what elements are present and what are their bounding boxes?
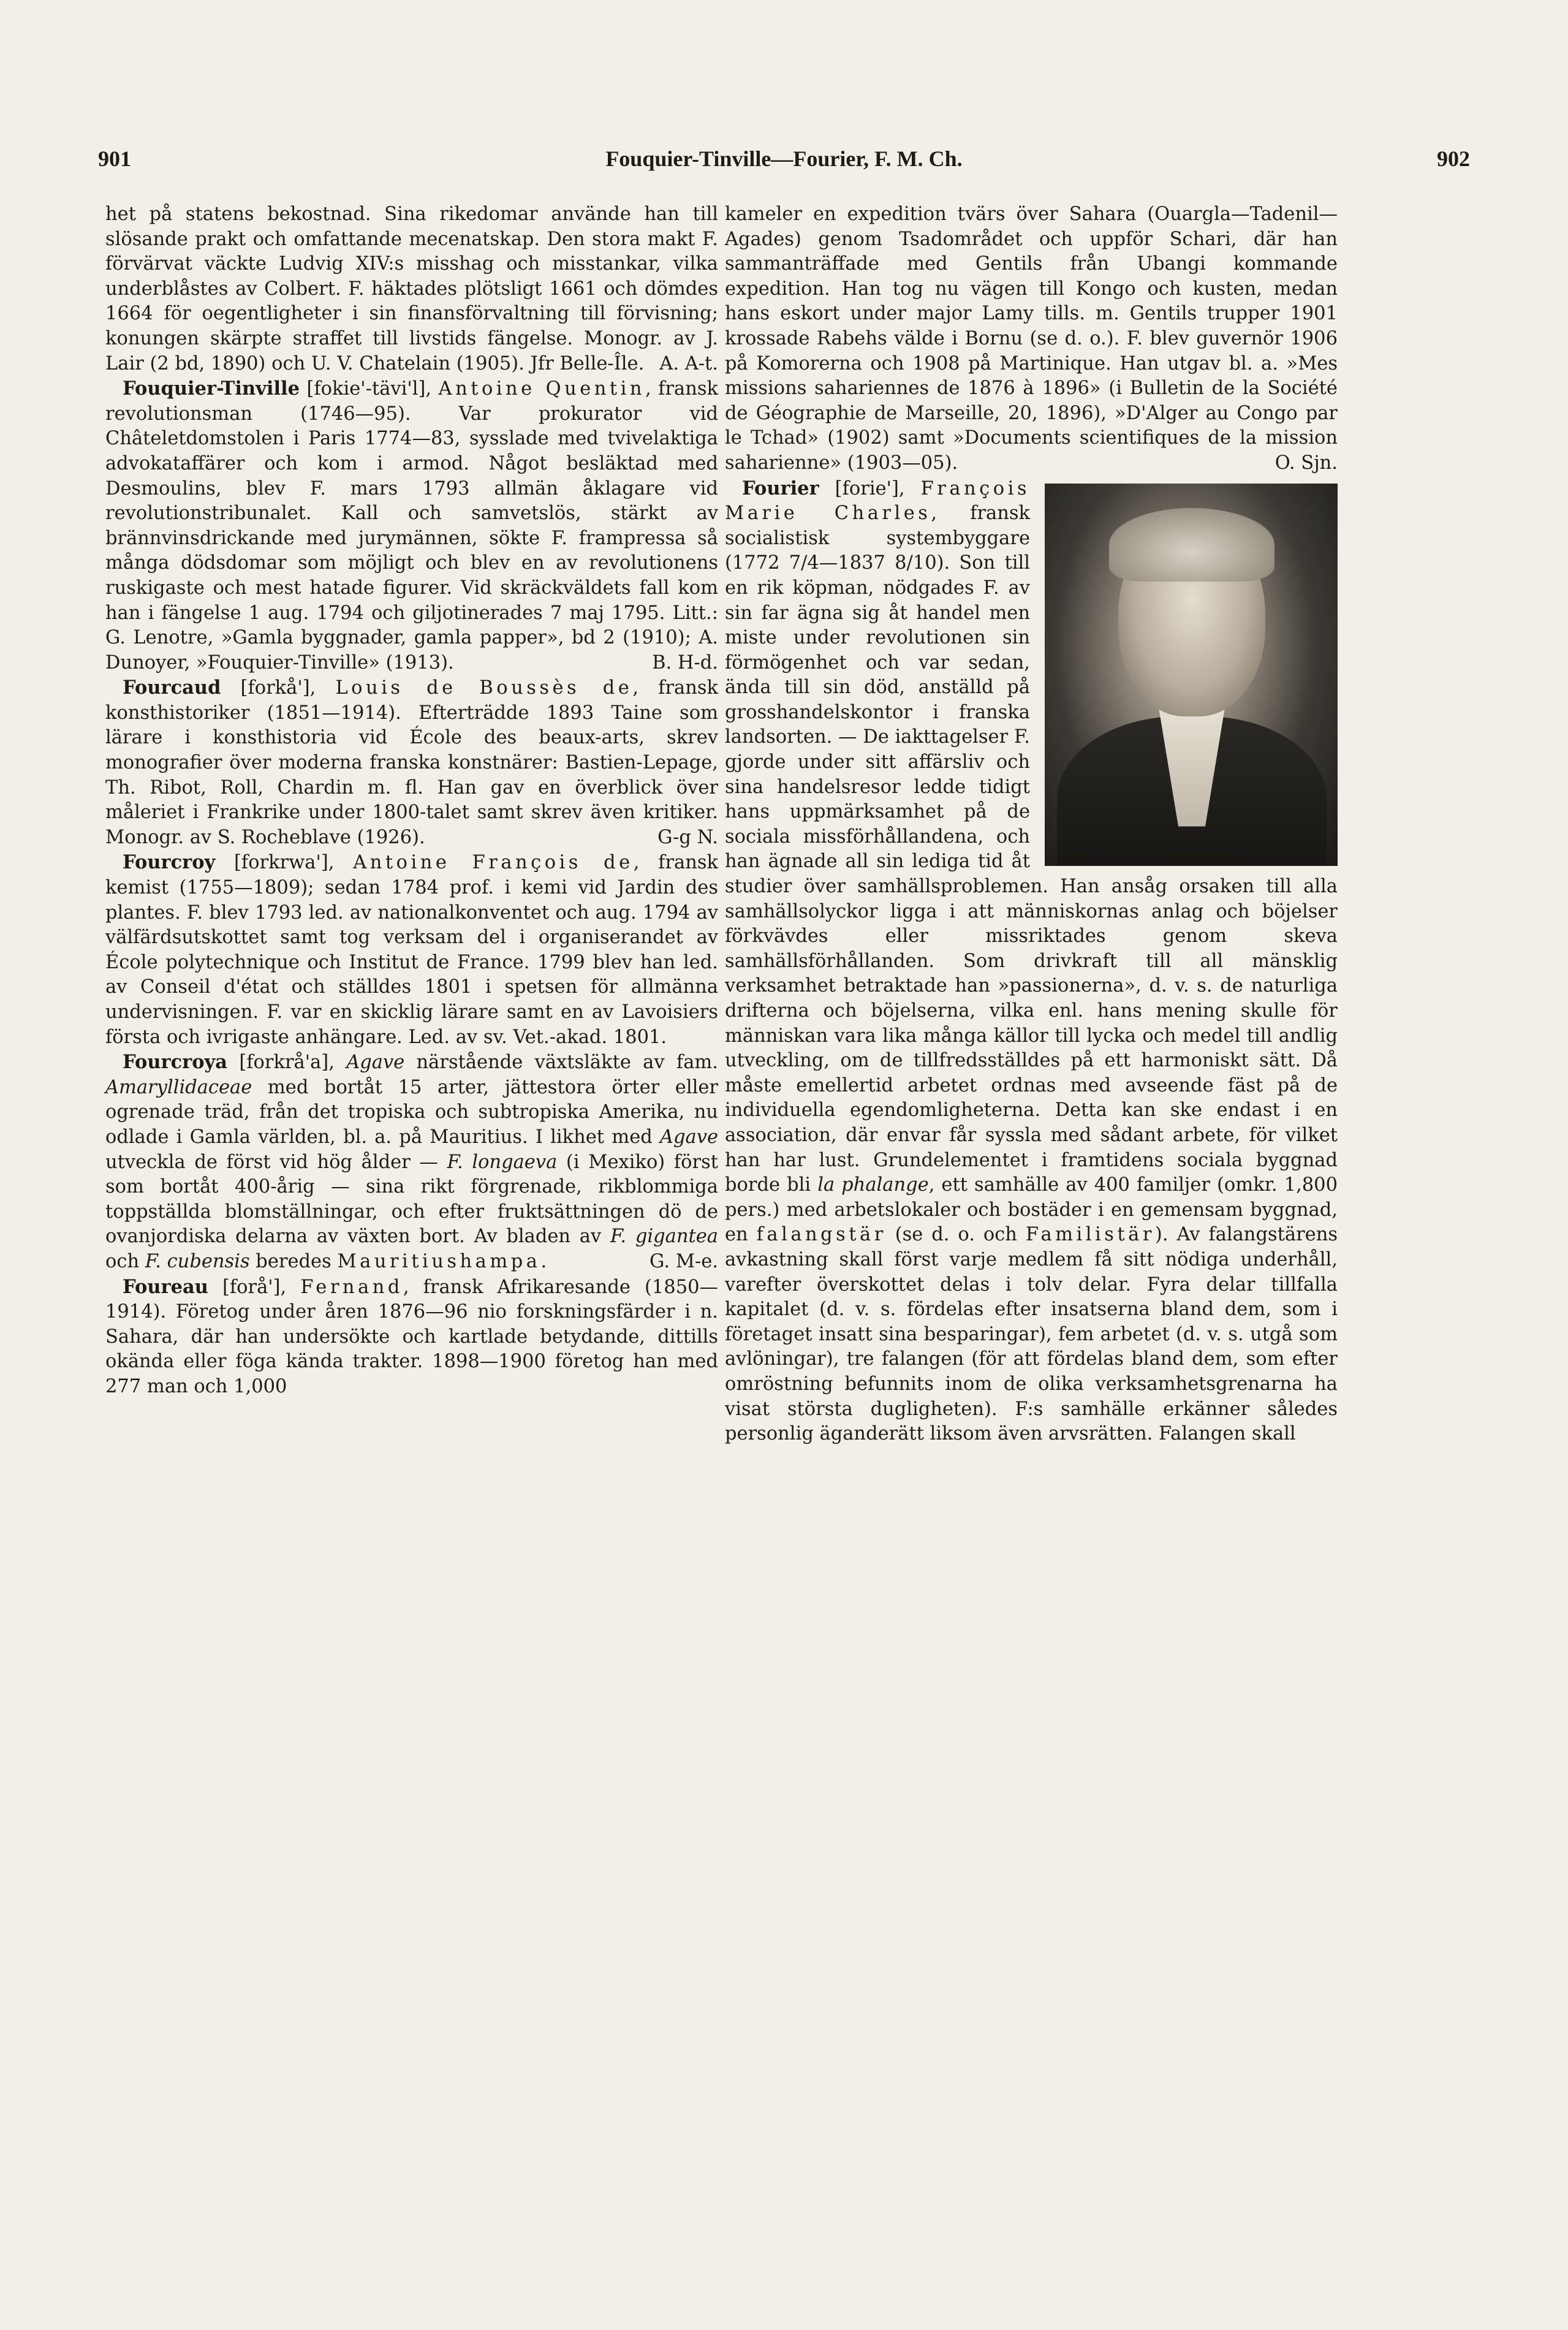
right-column [725, 202, 1338, 1447]
entry-text: (i Mexiko) först som bortåt 400-årig — sina rikt förgrenade, rikblommiga toppställda blomställningar, och efter fruktsättningen dö de ovanjordiska delarna av växten bort. Av bladen av [105, 1151, 718, 1248]
pronunciation: [forå'], [208, 1276, 301, 1298]
entry-text: , ett samhälle av 400 familjer (omkr. 1,800 pers.) med arbetslokaler och bostäder i en gemensam byggnad, en [725, 1174, 1338, 1246]
entry-text: kameler en expedition tvärs över Sahara (Ouargla—Tadenil—Agades) genom Tsadområdet och uppför Schari, där han sammanträffade med Gentils från Ubangi kommande expedition. Han tog nu vägen till Kongo och kusten, medan hans eskort under major Lamy tills. m. Gentils trupper 1901 krossade Rabehs välde i Bornu (se d. o.). F. blev guvernör 1906 på Komorerna och 1908 på Martinique. Han utgav bl. a. »Mes missions sahariennes de 1876 à 1896» (i Bulletin de la Société de Géographie de Marseille, 20, 1896), »D'Alger au Congo par le Tchad» (1902) samt »Documents scientifiques de la mission saharienne» (1903—05). [725, 203, 1338, 474]
spaced-term: Mauritiushampa [337, 1250, 541, 1272]
headword: Fourcroya [123, 1051, 228, 1074]
entry-text: och [105, 1250, 145, 1272]
entry-text: beredes [249, 1250, 338, 1272]
entry-text: utveckla de först vid hög ålder — [105, 1151, 447, 1173]
entry-text: , fransk konsthistoriker (1851—1914). Efterträdde 1893 Taine som lärare i konsthistoria vid École des beaux-arts, skrev monografier över moderna franska konstnärer: Bastien-Lepage, Th. Ribot, Roll, Chardin m. fl. Han gav en överblick över måleriet i Frankrike under 1800-talet samt skrev även kritiker. Monogr. av S. Rocheblave (1926). [105, 677, 718, 848]
italic-term: Agave [346, 1052, 405, 1074]
author-signature: O. Sjn. [1274, 452, 1338, 474]
entry-text: närstående växtsläkte av fam. [404, 1052, 718, 1074]
pronunciation: [forkå'], [221, 677, 336, 699]
spaced-term: Familistär [1025, 1224, 1155, 1246]
author-signature: G-g N. [657, 826, 718, 848]
given-name: François Marie Charles [725, 477, 1030, 525]
headword: Fourier [742, 477, 819, 499]
portrait-hair [1109, 508, 1274, 582]
author-signature: A. A-t. [659, 352, 718, 374]
pronunciation: [forkrå'a], [227, 1052, 347, 1074]
italic-term: Agave [659, 1126, 718, 1148]
author-signature: B. H-d. [652, 651, 718, 674]
entry-text: , fransk kemist (1755—1809); sedan 1784 prof. i kemi vid Jardin des plantes. F. blev 1793 led. av nationalkonventet och aug. 1794 av välfärdsutskottet samt tog verksam del i organiserandet av École polytechnique och Institut de France. 1799 blev han led. av Conseil d'état och ställdes 1801 i spetsen för allmänna undervisningen. F. var en skicklig lärare samt en av Lavoisiers första och ivrigaste anhängare. Led. av sv. Vet.-akad. 1801. [105, 852, 718, 1048]
entry-fourier [725, 476, 1338, 1447]
pronunciation: [fokie'-tävi'l], [300, 378, 439, 400]
portrait-image [1045, 484, 1338, 866]
headword: Foureau [123, 1275, 208, 1298]
italic-term: la phalange [817, 1174, 929, 1196]
entry-text: . [540, 1250, 547, 1272]
entry-fourcroy [105, 850, 718, 1050]
entry-fouquier-tinville [105, 376, 718, 675]
entry-text: ). Av falangstärens avkastning skall först varje medlem få sitt nödiga underhåll, varefter överskottet delas i tolv delar. Fyra delar tillfalla kapitalet (d. v. s. fördelas efter insatserna bland dem, som i företaget insatt sina besparingar), fem arbetet (d. v. s. utgå som avlöningar), tre falangen (för att fördelas bland dem, som efter omröstning befunnits inom de olika verksamhetsgrenarna ha visat största dugligheten). F:s samhälle erkänner således personlig äganderätt liksom även arvsrätten. Falangen skall [725, 1224, 1338, 1445]
entry-fourcroya [105, 1050, 718, 1274]
entry-text: , fransk Afrikaresande (1850—1914). Företog under åren 1876—96 nio forskningsfärder i n. Sahara, där han undersökte och kartlade betydande, dittills okända eller föga kända trakter. 1898—1900 företog han med 277 man och 1,000 [105, 1276, 719, 1397]
given-name: Antoine François de [353, 852, 634, 874]
left-column [105, 202, 718, 1400]
italic-term: F. gigantea [610, 1226, 718, 1248]
entry-fouquet-continued [105, 202, 718, 376]
entry-text: (se d. o. och [886, 1224, 1026, 1246]
entry-foureau-continued [725, 202, 1338, 476]
given-name: Antoine Quentin [438, 378, 646, 400]
entry-text: , fransk socialistisk systembyggare (1772 7/4—1837 8/10). Son till en rik köpman, nödgades F. av sin far ägna sig åt handel men miste under revolutionen sin förmögenhet och var sedan, ända till sin död, anställd på grosshandelskontor i franska landsorten. — De iakttagelser F. gjorde under sitt affärsliv och sina handelsresor ledde tidigt hans uppmärksamhet på de sociala missförhållandena, och han ägnade all sin lediga tid åt studier över samhällsproblemen. Han ansåg orsaken till alla samhällsolyckor ligga i att människornas anlag och böjelser förkvävdes eller missriktades genom skeva samhällsförhållanden. Som drivkraft till all mänsklig verksamhet betraktade han »passionerna», d. v. s. de naturliga drifterna och böjelserna, vilka enl. hans mening skulle för människan vara lika många källor till lycka och medel till andlig utveckling, om de tillfredsställdes på ett harmoniskt sätt. Då måste emellertid arbetet ordnas med avseende fäst på de individuella egendomligheterna. Detta kan ske endast i en association, där envar får syssla med sådant arbete, för vilket han har lust. Grundelementet i framtidens sociala byggnad borde bli [725, 503, 1338, 1196]
italic-term: F. longaeva [447, 1151, 558, 1173]
spaced-term: falangstär [756, 1224, 887, 1246]
running-title: Fouquier-Tinville—Fourier, F. M. Ch. [605, 146, 963, 171]
pronunciation: [forkrwa'], [215, 852, 354, 874]
page-header [98, 146, 1470, 189]
entry-text: med bortåt 15 arter, jättestora örter eller ogrenade träd, från det tropiska och subtropiska Amerika, nu odlade i Gamla världen, bl. a. på Mauritius. I likhet med [105, 1076, 718, 1148]
page-number-right: 902 [1437, 146, 1470, 171]
entry-text: , fransk revolutionsman (1746—95). Var prokurator vid Châteletdomstolen i Paris 1774—83, sysslade med tvivelaktiga advokataffärer och kom i armod. Något besläktad med Desmoulins, blev F. mars 1793 allmän åklagare vid revolutionstribunalet. Kall och samvetslös, stärkt av brännvinsdrickande med jurymännen, sökte F. frampressa så många dödsdomar som möjligt och blev en av revolutionens ruskigaste och mest hatade figurer. Vid skräckväldets fall kom han i fängelse 1 aug. 1794 och giljotinerades 7 maj 1795. Litt.: G. Lenotre, »Gamla byggnader, gamla papper», bd 2 (1910); A. Dunoyer, »Fouquier-Tinville» (1913). [105, 378, 718, 674]
entry-text: het på statens bekostnad. Sina rikedomar användе han till slösande prakt och omfattande mecenatskap. Den stora makt F. förvärvat väckte Ludvig XIV:s misshag och misstankar, vilka underblåstes av Colbert. F. häktades plötsligt 1661 och dömdes 1664 för oegentligheter i sin finansförvaltning till förvisning; konungen skärpte straffet till livstids fängelse. Monogr. av J. Lair (2 bd, 1890) och U. V. Chatelain (1905). Jfr Belle-Île. [105, 203, 718, 374]
given-name: Louis de Boussès de [335, 677, 633, 699]
pronunciation: [forie'], [819, 477, 921, 499]
headword: Fourcroy [123, 851, 216, 874]
given-name: Fernand [300, 1276, 403, 1298]
entry-fourcaud [105, 675, 718, 850]
page-number-left: 901 [98, 146, 131, 171]
entry-foureau [105, 1275, 718, 1400]
headword: Fouquier-Tinville [123, 378, 300, 400]
author-signature: G. M-e. [650, 1250, 718, 1272]
italic-term: F. cubensis [145, 1250, 250, 1272]
headword: Fourcaud [123, 677, 221, 699]
italic-term: Amaryllidaceae [105, 1076, 252, 1098]
